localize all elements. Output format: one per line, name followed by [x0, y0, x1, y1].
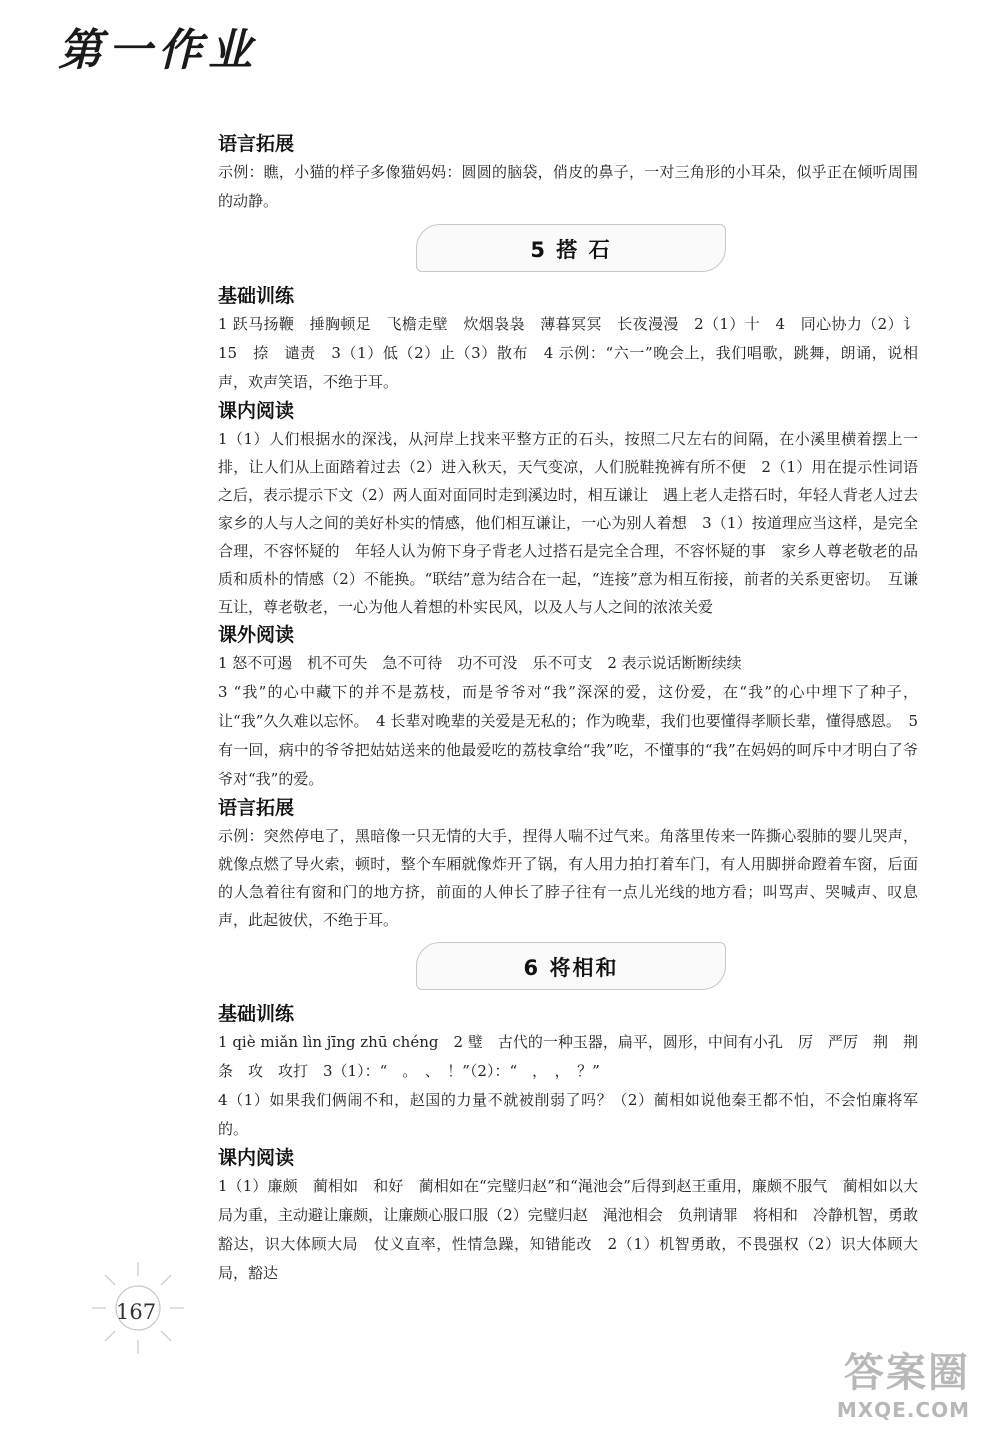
watermark-title: 答案圈	[844, 1350, 970, 1396]
section-heading: 语言拓展	[218, 797, 295, 819]
paragraph: 1 跃马扬鞭 捶胸顿足 飞檐走壁 炊烟袅袅 薄暮冥冥 长夜漫漫 2（1）十 4 同心协力（2）讠 15 捺 谴责 3（1）低（2）止（3）散布 4 示例：“六一”晚会上，我们唱歌，跳舞，朗诵，说相声，欢声笑语，不绝于耳。	[218, 315, 934, 391]
watermark-url: MXQE.COM	[836, 1398, 970, 1422]
paragraph: 1 怒不可遏 机不可失 急不可待 功不可没 乐不可支 2 表示说话断断续续	[218, 654, 742, 672]
section-heading: 语言拓展	[218, 133, 295, 155]
lesson-6-banner	[416, 942, 726, 990]
page-number: 167	[116, 1300, 157, 1324]
paragraph: 1 qiè miǎn lìn jīng zhū chéng 2 璧 古代的一种玉器，扁平，圆形，中间有小孔 厉 严厉 荆 荆条 攻 攻打 3（1）：“ 。 、 ！”（2）：“ ， ， ？”	[218, 1033, 918, 1080]
lesson-5-banner	[416, 224, 726, 272]
paragraph: 1（1）人们根据水的深浅，从河岸上找来平整方正的石头，按照二尺左右的间隔，在小溪里横着摆上一排，让人们从上面踏着过去（2）进入秋天，天气变凉，人们脱鞋挽裤有所不便 2（1）用在提示性词语之后，表示提示下文（2）两人面对面同时走到溪边时，相互谦让 遇上老人走搭石时，年轻人背老人过去 家乡的人与人之间的美好朴实的情感，他们相互谦让，一心为别人着想 3（1）按道理应当这样，是完全合理，不容怀疑的 年轻人认为俯下身子背老人过搭石是完全合理，不容怀疑的事 家乡人尊老敬老的品质和质朴的情感（2）不能换。“联结”意为结合在一起，“连接”意为相互衔接，前者的关系更密切。 互谦互让，尊老敬老，一心为他人着想的朴实民风，以及人与人之间的浓浓关爱	[218, 430, 934, 616]
watermark	[837, 1341, 970, 1422]
section-heading: 课内阅读	[218, 400, 295, 422]
paragraph: 示例：瞧，小猫的样子多像猫妈妈：圆圆的脑袋，俏皮的鼻子，一对三角形的小耳朵，似乎正在倾听周围的动静。	[218, 163, 918, 210]
section-heading: 基础训练	[218, 1003, 295, 1025]
brand-logo: 第一作业	[58, 25, 258, 76]
section-heading: 课内阅读	[218, 1147, 295, 1169]
section-heading: 基础训练	[218, 285, 295, 307]
paragraph: 1（1）廉颇 蔺相如 和好 蔺相如在“完璧归赵”和“渑池会”后得到赵王重用，廉颇不服气 蔺相如以大局为重，主动避让廉颇，让廉颇心服口服（2）完璧归赵 渑池相会 负荆请罪 将相和 冷静机智，勇敢豁达，识大体顾大局 仗义直率，性情急躁，知错能改 2（1）机智勇敢，不畏强权（2）识大体顾大局，豁达	[218, 1177, 918, 1282]
answer-content	[218, 130, 934, 1288]
section-heading: 课外阅读	[218, 624, 295, 646]
paragraph: 示例：突然停电了，黑暗像一只无情的大手，捏得人喘不过气来。角落里传来一阵撕心裂肺的婴儿哭声，就像点燃了导火索，顿时，整个车厢就像炸开了锅，有人用力拍打着车门，有人用脚拼命蹬着车窗，后面的人急着往有窗和门的地方挤，前面的人伸长了脖子往有一点儿光线的地方看；叫骂声、哭喊声、叹息声，此起彼伏，不绝于耳。	[218, 827, 918, 929]
lesson-title: 5 搭 石	[530, 238, 612, 262]
paragraph: 3 “我”的心中藏下的并不是荔枝，而是爷爷对“我”深深的爱，这份爱，在“我”的心中埋下了种子，让“我”久久难以忘怀。 4 长辈对晚辈的关爱是无私的；作为晚辈，我们也要懂得孝顺长辈，懂得感恩。 5 有一回，病中的爷爷把姑姑送来的他最爱吃的荔枝拿给“我”吃，不懂事的“我”在妈妈的呵斥中才明白了爷爷对“我”的爱。	[218, 683, 918, 788]
lesson-title: 6 将相和	[523, 956, 619, 980]
paragraph: 4（1）如果我们俩闹不和，赵国的力量不就被削弱了吗？（2）蔺相如说他秦王都不怕，不会怕廉将军的。	[218, 1091, 918, 1138]
